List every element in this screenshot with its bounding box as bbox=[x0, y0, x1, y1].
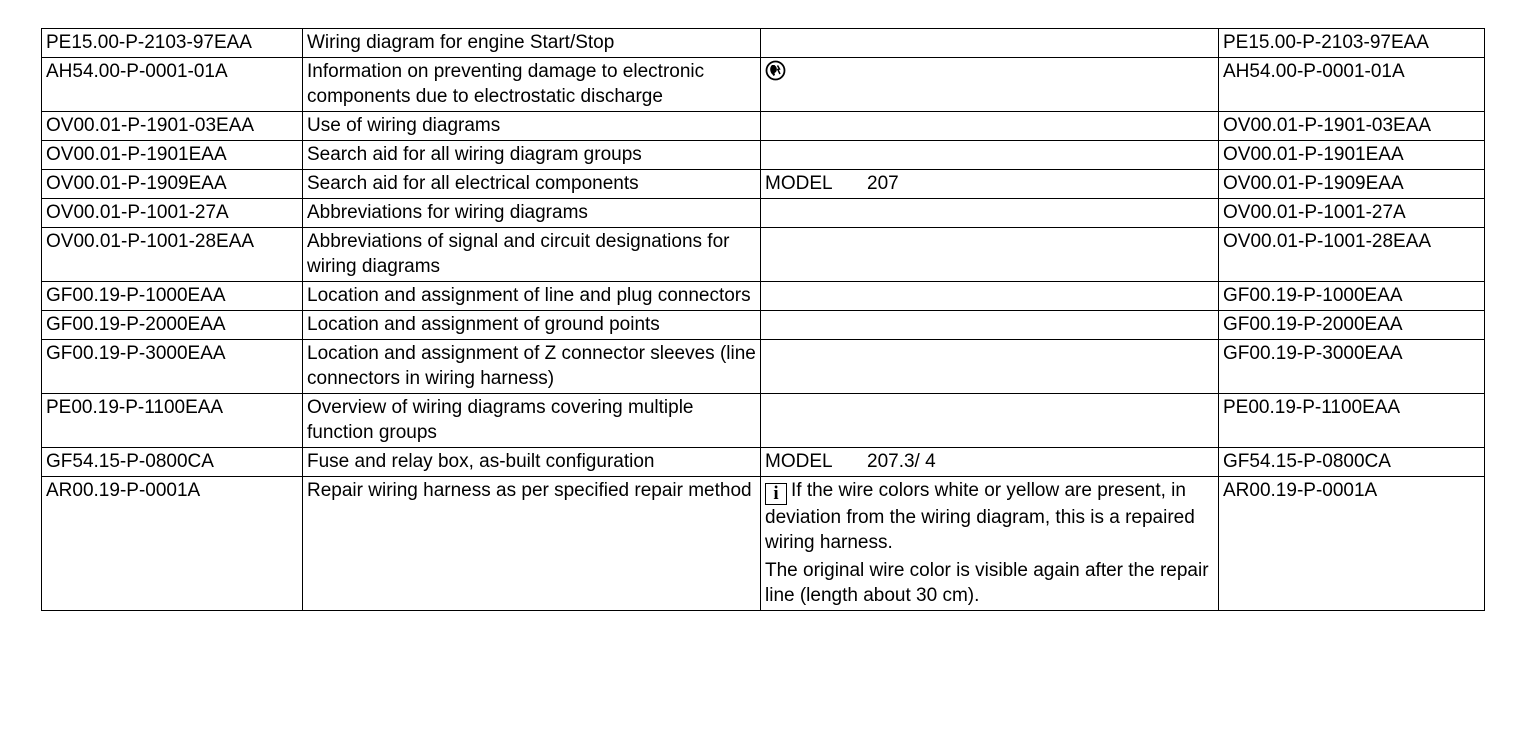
note-text: If the wire colors white or yellow are present, in deviation from the wiring diagram, this is a repaired wiring harness. bbox=[765, 480, 1195, 553]
doc-id-cell: GF00.19-P-3000EAA bbox=[42, 340, 303, 394]
doc-title-cell: Repair wiring harness as per specified repair method bbox=[303, 477, 761, 611]
doc-reference-link[interactable]: OV00.01-P-1001-27A bbox=[1219, 199, 1485, 228]
doc-title-cell: Location and assignment of ground points bbox=[303, 311, 761, 340]
doc-title-cell: Search aid for all electrical components bbox=[303, 170, 761, 199]
doc-id-cell: GF54.15-P-0800CA bbox=[42, 448, 303, 477]
doc-title-cell: Fuse and relay box, as-built configuration bbox=[303, 448, 761, 477]
doc-reference-link[interactable]: OV00.01-P-1901-03EAA bbox=[1219, 112, 1485, 141]
doc-id-cell: OV00.01-P-1001-27A bbox=[42, 199, 303, 228]
note-text: The original wire color is visible again after the repair line (length about 30 cm). bbox=[765, 560, 1209, 606]
remark-cell bbox=[761, 170, 1219, 199]
doc-title-cell: Location and assignment of Z connector sleeves (line connectors in wiring harness) bbox=[303, 340, 761, 394]
doc-title-cell: Overview of wiring diagrams covering multiple function groups bbox=[303, 394, 761, 448]
doc-title-cell: Search aid for all wiring diagram groups bbox=[303, 141, 761, 170]
doc-reference-link[interactable]: GF54.15-P-0800CA bbox=[1219, 448, 1485, 477]
doc-title-cell: Wiring diagram for engine Start/Stop bbox=[303, 29, 761, 58]
model-label: MODEL bbox=[765, 451, 833, 472]
table-row bbox=[42, 199, 1485, 228]
model-label: MODEL bbox=[765, 173, 833, 194]
table-row bbox=[42, 394, 1485, 448]
doc-reference-link[interactable]: PE15.00-P-2103-97EAA bbox=[1219, 29, 1485, 58]
doc-title-cell: Location and assignment of line and plug connectors bbox=[303, 282, 761, 311]
doc-id-cell: OV00.01-P-1001-28EAA bbox=[42, 228, 303, 282]
doc-reference-link[interactable]: GF00.19-P-3000EAA bbox=[1219, 340, 1485, 394]
model-value: 207 bbox=[867, 173, 899, 194]
doc-title-cell: Information on preventing damage to electronic components due to electrostatic discharge bbox=[303, 58, 761, 112]
remark-cell bbox=[761, 141, 1219, 170]
table-row bbox=[42, 141, 1485, 170]
doc-id-cell: OV00.01-P-1909EAA bbox=[42, 170, 303, 199]
remark-cell bbox=[761, 311, 1219, 340]
doc-id-cell: PE00.19-P-1100EAA bbox=[42, 394, 303, 448]
table-row bbox=[42, 448, 1485, 477]
doc-reference-link[interactable]: AH54.00-P-0001-01A bbox=[1219, 58, 1485, 112]
table-row bbox=[42, 477, 1485, 611]
table-row bbox=[42, 112, 1485, 141]
note-paragraph bbox=[765, 478, 1214, 555]
remark-cell bbox=[761, 340, 1219, 394]
document-reference-table bbox=[41, 28, 1485, 611]
doc-reference-link[interactable]: GF00.19-P-1000EAA bbox=[1219, 282, 1485, 311]
doc-id-cell: AH54.00-P-0001-01A bbox=[42, 58, 303, 112]
doc-reference-link[interactable]: AR00.19-P-0001A bbox=[1219, 477, 1485, 611]
remark-cell bbox=[761, 199, 1219, 228]
doc-id-cell: GF00.19-P-2000EAA bbox=[42, 311, 303, 340]
table-row bbox=[42, 29, 1485, 58]
remark-cell bbox=[761, 282, 1219, 311]
info-icon: i bbox=[765, 483, 787, 505]
doc-title-cell: Use of wiring diagrams bbox=[303, 112, 761, 141]
doc-id-cell: GF00.19-P-1000EAA bbox=[42, 282, 303, 311]
remark-cell bbox=[761, 448, 1219, 477]
doc-id-cell: AR00.19-P-0001A bbox=[42, 477, 303, 611]
doc-title-cell: Abbreviations of signal and circuit designations for wiring diagrams bbox=[303, 228, 761, 282]
table-row bbox=[42, 340, 1485, 394]
doc-title-cell: Abbreviations for wiring diagrams bbox=[303, 199, 761, 228]
doc-id-cell: OV00.01-P-1901-03EAA bbox=[42, 112, 303, 141]
doc-reference-link[interactable]: OV00.01-P-1901EAA bbox=[1219, 141, 1485, 170]
remark-cell bbox=[761, 29, 1219, 58]
table-row bbox=[42, 58, 1485, 112]
remark-cell bbox=[761, 58, 1219, 112]
model-value: 207.3/ 4 bbox=[867, 451, 936, 472]
doc-reference-link[interactable]: PE00.19-P-1100EAA bbox=[1219, 394, 1485, 448]
table-row bbox=[42, 282, 1485, 311]
doc-id-cell: OV00.01-P-1901EAA bbox=[42, 141, 303, 170]
remark-cell bbox=[761, 228, 1219, 282]
remark-cell bbox=[761, 477, 1219, 611]
remark-cell bbox=[761, 112, 1219, 141]
table-row bbox=[42, 170, 1485, 199]
table-row bbox=[42, 228, 1485, 282]
remark-cell bbox=[761, 394, 1219, 448]
doc-reference-link[interactable]: GF00.19-P-2000EAA bbox=[1219, 311, 1485, 340]
table-row bbox=[42, 311, 1485, 340]
doc-reference-link[interactable]: OV00.01-P-1001-28EAA bbox=[1219, 228, 1485, 282]
doc-id-cell: PE15.00-P-2103-97EAA bbox=[42, 29, 303, 58]
esd-warning-icon bbox=[765, 60, 786, 81]
doc-reference-link[interactable]: OV00.01-P-1909EAA bbox=[1219, 170, 1485, 199]
